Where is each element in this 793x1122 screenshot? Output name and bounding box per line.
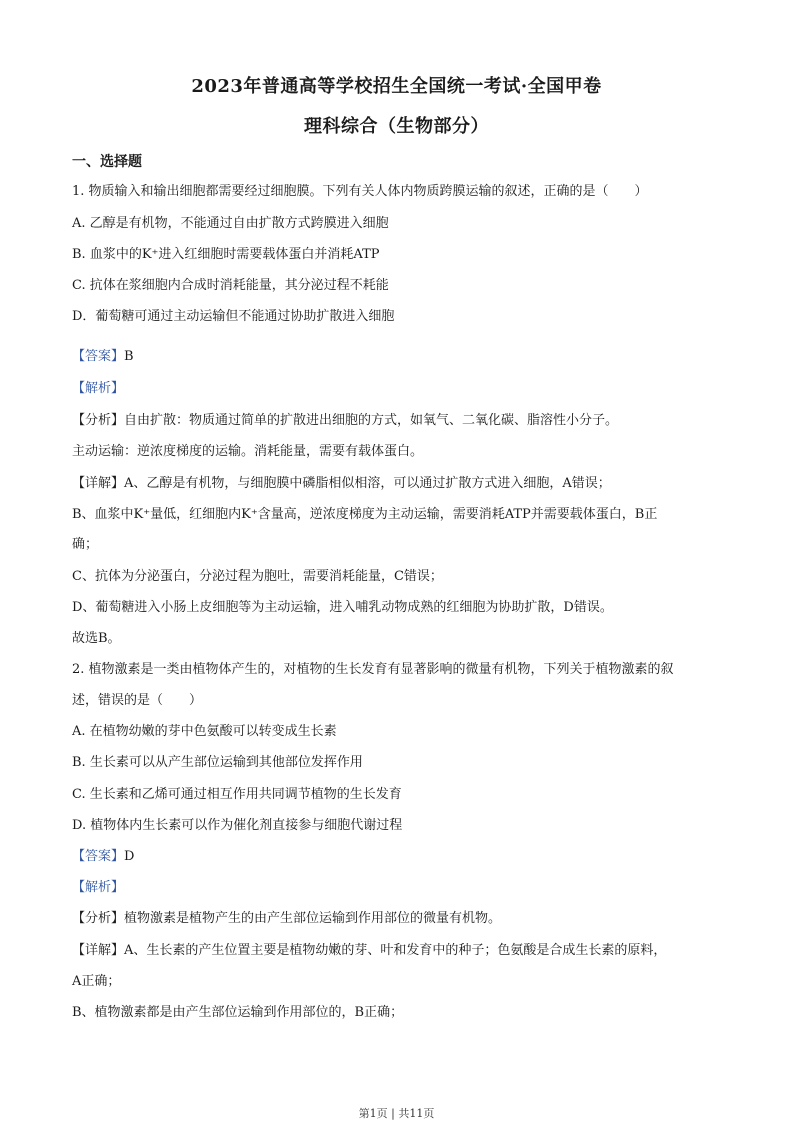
question-1-option-c: C. 抗体在浆细胞内合成时消耗能量，其分泌过程不耗能: [72, 278, 389, 293]
xiangjie-tag: 【详解】: [72, 943, 125, 958]
question-1-fenxi: [72, 413, 618, 429]
fenxi-text: 自由扩散：物质通过简单的扩散进出细胞的方式，如氧气、二氧化碳、脂溶性小分子。: [124, 413, 619, 428]
fenxi-tag: 【分析】: [72, 911, 125, 926]
xiangjie-text: A、生长素的产生位置主要是植物幼嫩的芽、叶和发育中的种子；色氨酸是合成生长素的原料，: [124, 943, 667, 958]
answer-tag: 【答案】: [72, 849, 125, 864]
question-1-xiangjie: [72, 476, 611, 492]
xiangjie-text: A、乙醇是有机物，与细胞膜中磷脂相似相溶，可以通过扩散方式进入细胞，A错误；: [124, 476, 611, 491]
question-2-xiangjie: [72, 943, 666, 959]
section-heading: 一、选择题: [72, 154, 142, 170]
question-2-fenxi: [72, 911, 501, 927]
question-2-option-b: B. 生长素可以从产生部位运输到其他部位发挥作用: [72, 755, 363, 770]
page-subtitle: 理科综合（生物部分）: [304, 116, 489, 137]
page-footer: 第1页 | 共11页: [358, 1107, 435, 1120]
question-1-d-explanation: D、葡萄糖进入小肠上皮细胞等为主动运输，进入哺乳动物成熟的红细胞为协助扩散，D错误。: [72, 600, 613, 615]
question-1-analysis-tag: 【解析】: [72, 381, 125, 396]
question-1-fenxi-line2: 主动运输：逆浓度梯度的运输。消耗能量，需要有载体蛋白。: [72, 444, 424, 459]
fenxi-text: 植物激素是植物产生的由产生部位运输到作用部位的微量有机物。: [124, 911, 502, 926]
question-1-conclusion: 故选B。: [72, 631, 121, 646]
question-1-option-a: A. 乙醇是有机物，不能通过自由扩散方式跨膜进入细胞: [72, 216, 389, 231]
question-2-a-explanation-cont: A正确；: [72, 974, 121, 989]
question-1-answer: [72, 349, 134, 365]
page-title: 2023年普通高等学校招生全国统一考试·全国甲卷: [191, 76, 602, 97]
question-2-analysis-tag: 【解析】: [72, 880, 125, 895]
question-1-b-explanation-cont: 确；: [72, 537, 99, 552]
xiangjie-tag: 【详解】: [72, 476, 125, 491]
question-1-option-b: B. 血浆中的K⁺进入红细胞时需要载体蛋白并消耗ATP: [72, 247, 380, 262]
question-2-option-d: D. 植物体内生长素可以作为催化剂直接参与细胞代谢过程: [72, 818, 403, 833]
answer-tag: 【答案】: [72, 349, 125, 364]
fenxi-tag: 【分析】: [72, 413, 125, 428]
question-2-stem: 2. 植物激素是一类由植物体产生的，对植物的生长发育有显著影响的微量有机物，下列关于植物激素的叙: [72, 662, 674, 677]
question-2-stem-cont: 述，错误的是（ ）: [72, 693, 203, 708]
question-1-option-d: D．葡萄糖可通过主动运输但不能通过协助扩散进入细胞: [72, 309, 395, 324]
question-2-option-c: C. 生长素和乙烯可通过相互作用共同调节植物的生长发育: [72, 787, 402, 802]
question-1-c-explanation: C、抗体为分泌蛋白，分泌过程为胞吐，需要消耗能量，C错误；: [72, 569, 443, 584]
answer-value: D: [124, 849, 135, 864]
question-1-stem: 1. 物质输入和输出细胞都需要经过细胞膜。下列有关人体内物质跨膜运输的叙述，正确的是（ ）: [72, 184, 648, 199]
question-2-b-explanation: B、植物激素都是由产生部位运输到作用部位的，B正确；: [72, 1005, 404, 1020]
question-2-answer: [72, 849, 134, 865]
answer-value: B: [124, 349, 134, 364]
question-1-b-explanation: B、血浆中K⁺量低，红细胞内K⁺含量高，逆浓度梯度为主动运输，需要消耗ATP并需要载体蛋白，B正: [72, 507, 658, 522]
question-2-option-a: A. 在植物幼嫩的芽中色氨酸可以转变成生长素: [72, 724, 337, 739]
